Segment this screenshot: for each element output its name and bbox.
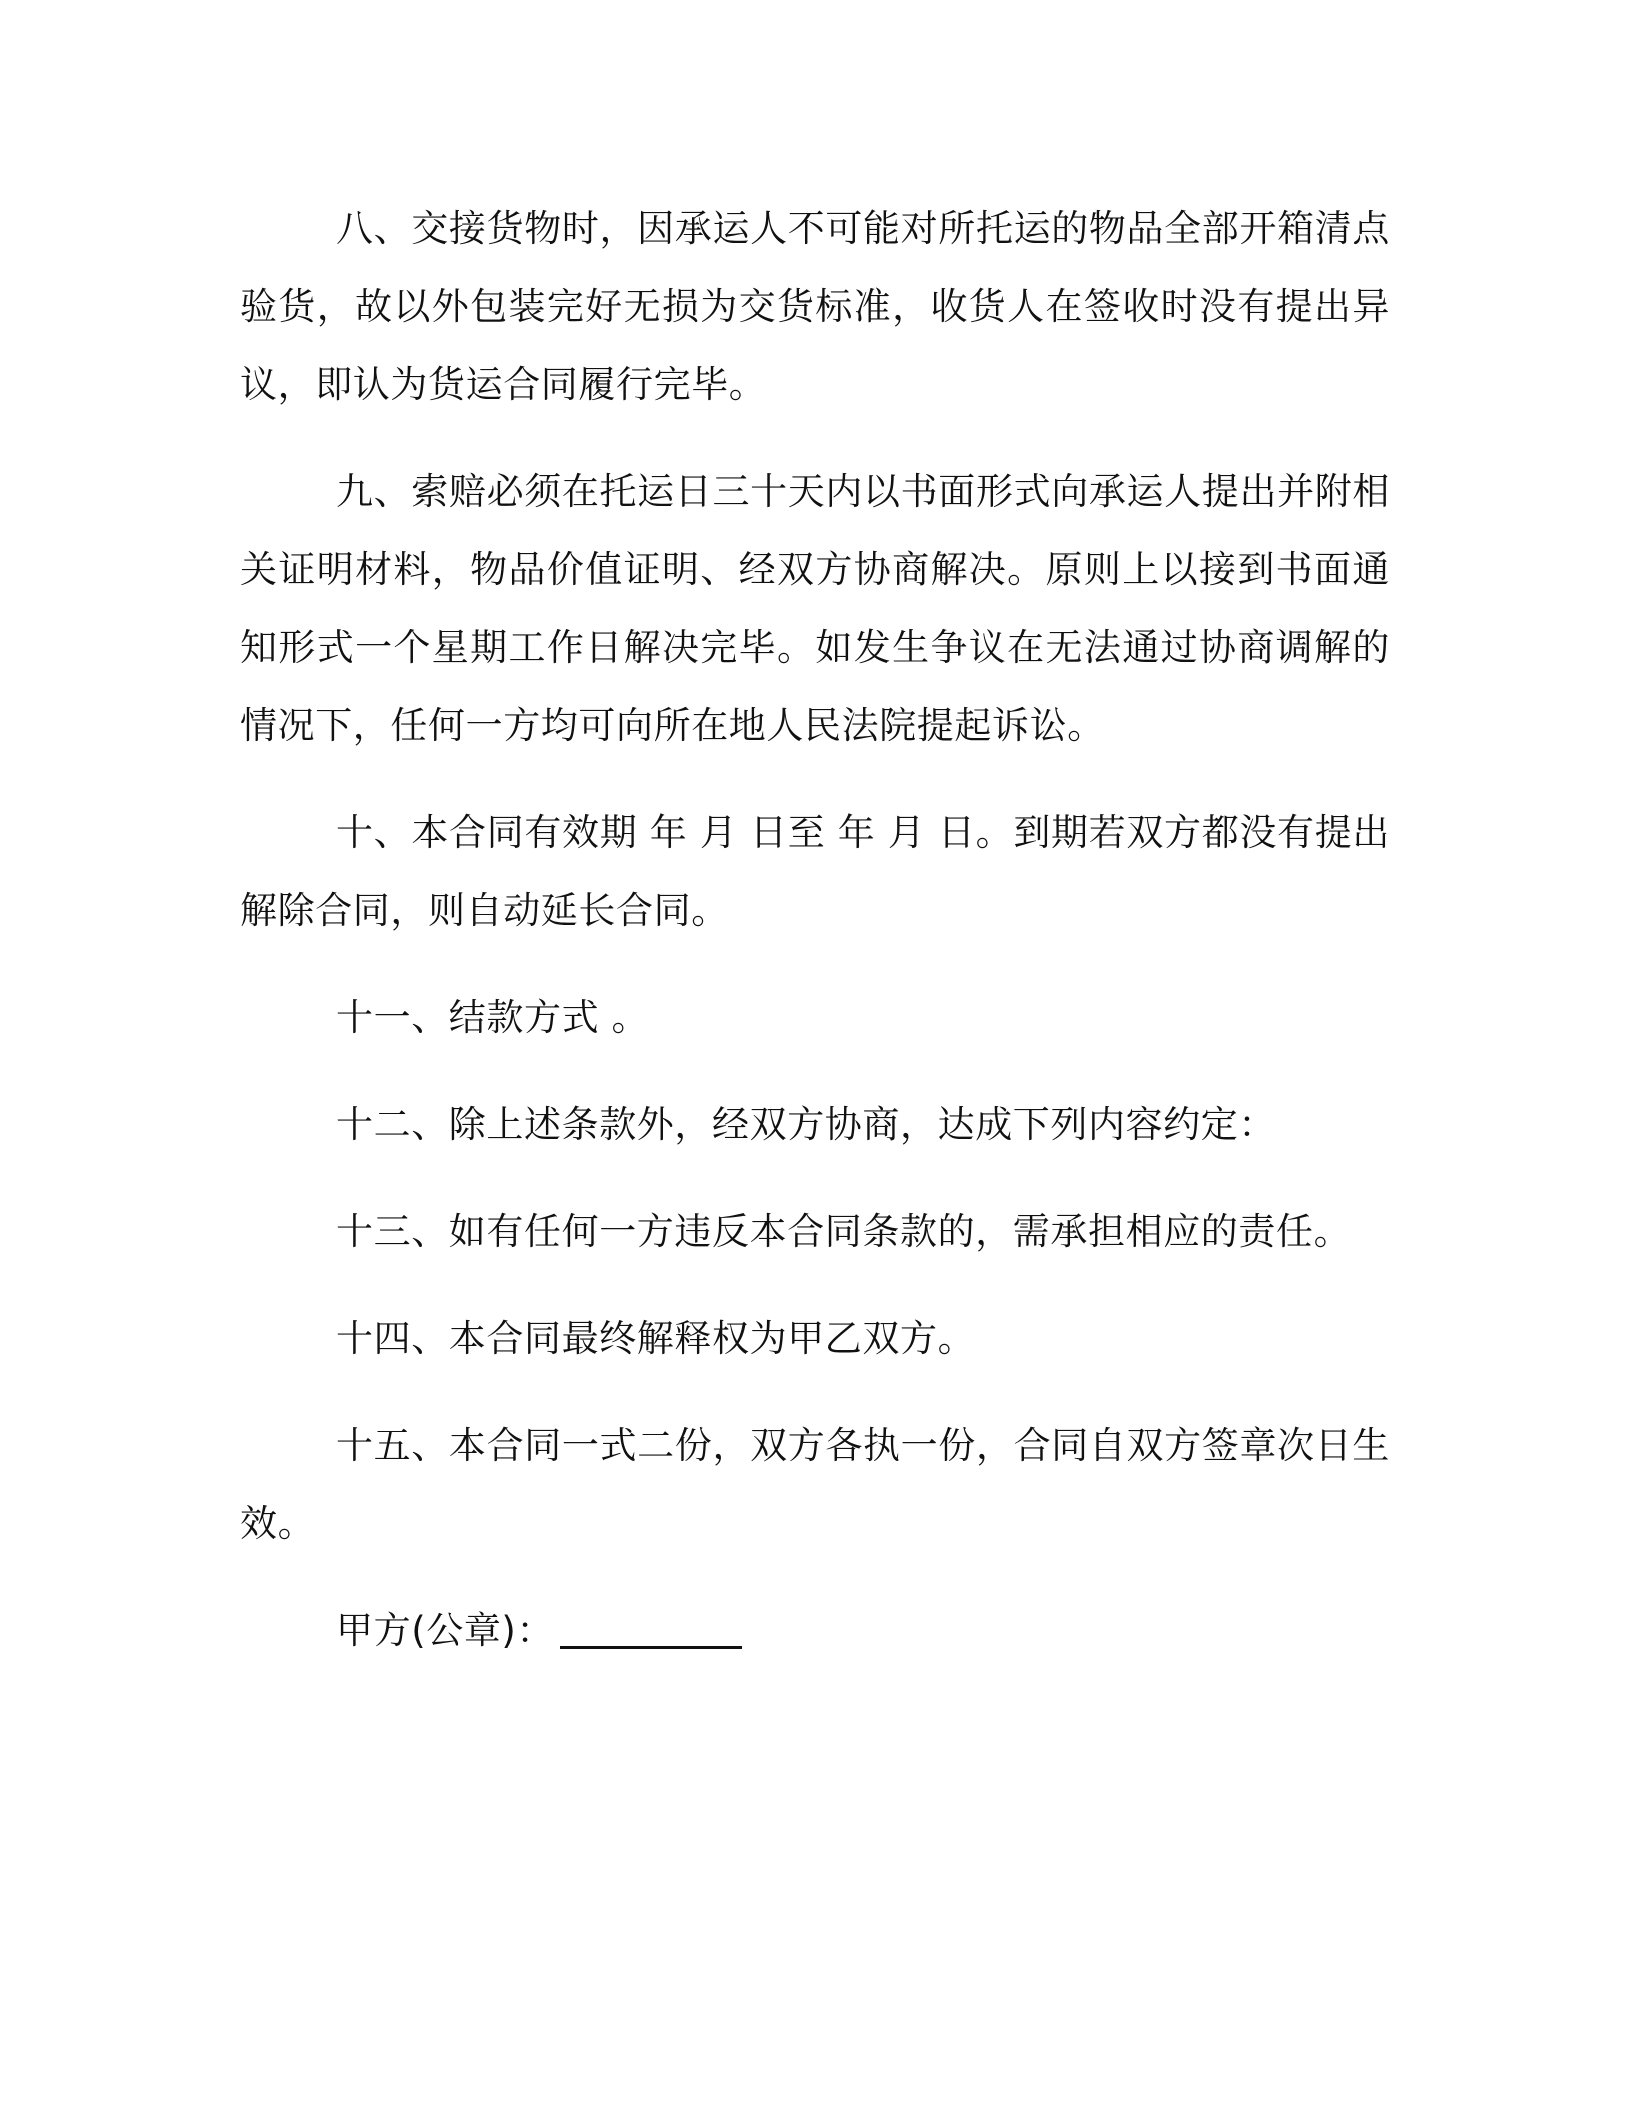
contract-body [240, 190, 1390, 1699]
clause-fifteen: 十五、本合同一式二份，双方各执一份，合同自双方签章次日生效。 [240, 1424, 1390, 1545]
party-a-signature-line [560, 1606, 742, 1649]
clause-eleven: 十一、结款方式 。 [336, 996, 650, 1039]
clause-thirteen: 十三、如有任何一方违反本合同条款的，需承担相应的责任。 [336, 1210, 1352, 1253]
clause-twelve: 十二、除上述条款外，经双方协商，达成下列内容约定： [336, 1103, 1276, 1146]
party-a-label: 甲方(公章)： [336, 1609, 555, 1652]
party-a-signature [240, 1592, 1390, 1670]
clause-eight: 八、交接货物时，因承运人不可能对所托运的物品全部开箱清点验货，故以外包装完好无损为交货标准，收货人在签收时没有提出异议，即认为货运合同履行完毕。 [240, 207, 1390, 406]
clause-ten: 十、本合同有效期 年 月 日至 年 月 日。到期若双方都没有提出解除合同，则自动延长合同。 [240, 811, 1390, 932]
clause-fourteen: 十四、本合同最终解释权为甲乙双方。 [336, 1317, 976, 1360]
clause-nine: 九、索赔必须在托运日三十天内以书面形式向承运人提出并附相关证明材料，物品价值证明、经双方协商解决。原则上以接到书面通知形式一个星期工作日解决完毕。如发生争议在无法通过协商调解的情况下，任何一方均可向所在地人民法院提起诉讼。 [240, 470, 1390, 747]
